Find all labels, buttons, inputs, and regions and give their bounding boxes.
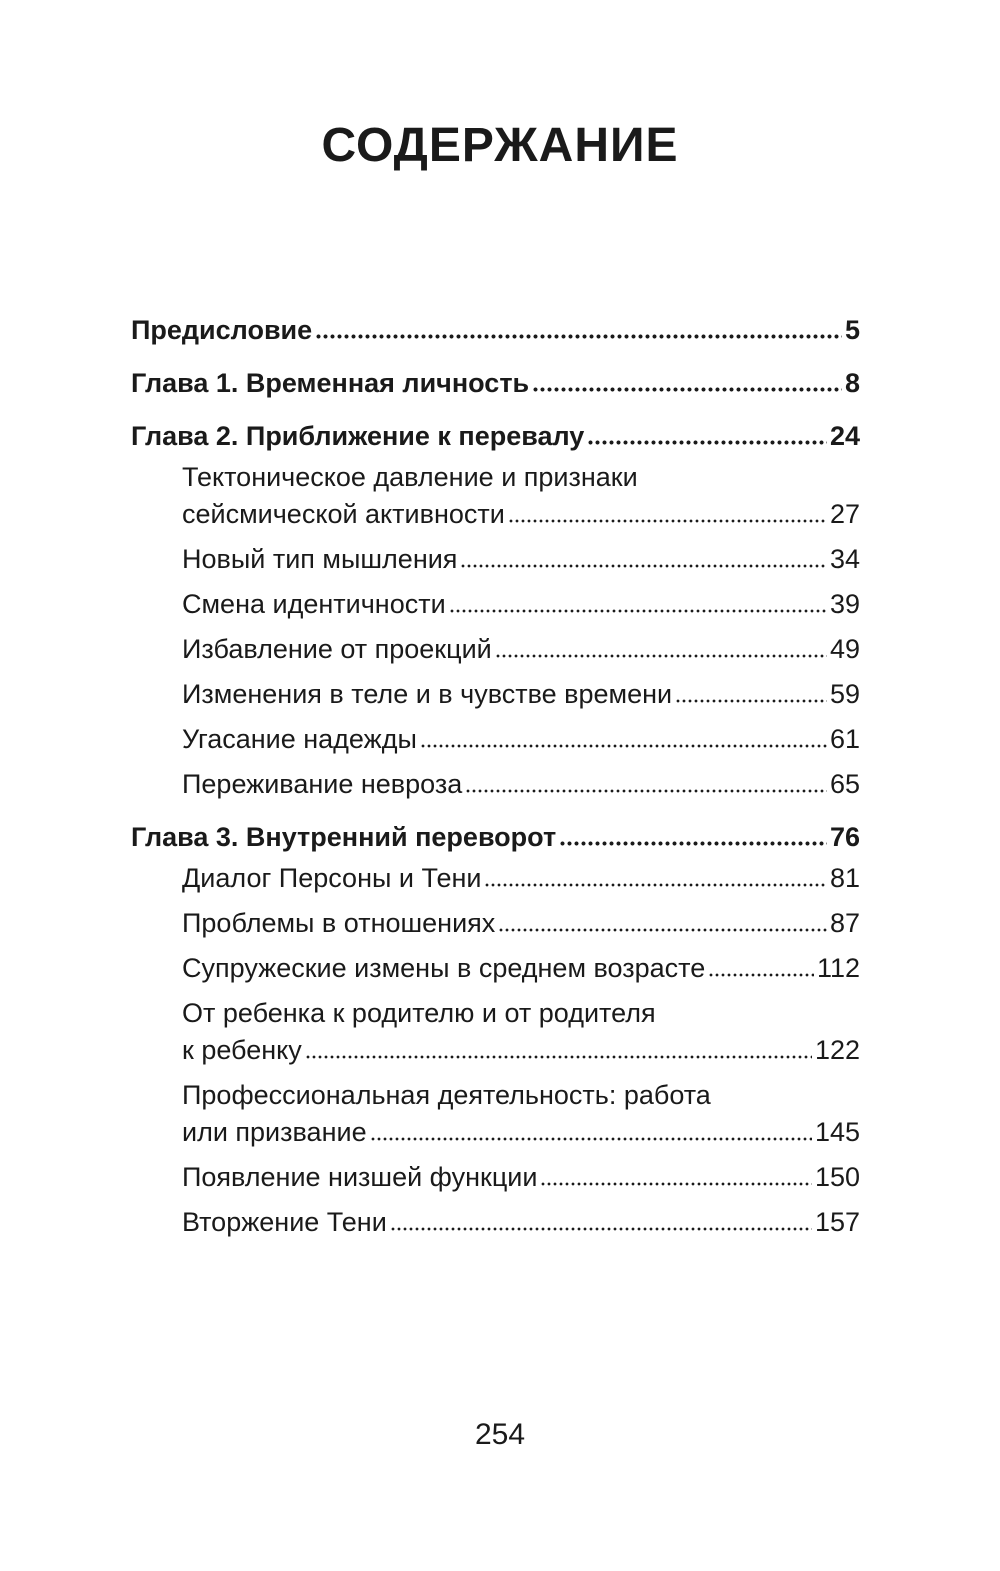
dot-leader — [484, 882, 827, 888]
toc-section-entry — [131, 766, 860, 803]
dot-leader — [540, 1181, 811, 1187]
toc-entry-row — [182, 1114, 860, 1151]
toc-section-entry — [131, 905, 860, 942]
toc-chapter-entry — [131, 819, 860, 856]
toc-section-entry — [131, 586, 860, 623]
toc-entry-row — [182, 676, 860, 713]
toc-entry-row — [182, 950, 860, 987]
dot-leader — [390, 1226, 812, 1232]
toc-entry-title-line: Тектоническое давление и признаки — [182, 462, 638, 492]
toc-entry-row — [182, 721, 860, 758]
toc-entry-row — [182, 1032, 860, 1069]
toc-entry-row — [131, 365, 860, 402]
toc-section-entry — [131, 1077, 860, 1151]
toc-entry-title: Глава 2. Приближение к перевалу — [131, 421, 585, 451]
dot-leader — [508, 518, 827, 524]
dot-leader — [708, 972, 814, 978]
toc-chapter-entry — [131, 365, 860, 402]
toc-entry-title: к ребенку — [182, 1035, 302, 1065]
page-number: 254 — [474, 1418, 526, 1451]
toc-entry-page-number: 8 — [844, 368, 860, 398]
toc-entry-title: Появление низшей функции — [182, 1162, 538, 1192]
toc-entry-page-number: 145 — [814, 1117, 860, 1147]
toc-entry-title: Переживание невроза — [182, 769, 463, 799]
toc-entry-page-number: 65 — [829, 769, 860, 799]
dot-leader — [495, 653, 827, 659]
toc-entry-page-number: 49 — [829, 634, 860, 664]
toc-section-entry — [131, 631, 860, 668]
toc-entry-row — [182, 1159, 860, 1196]
toc-section-entry — [131, 995, 860, 1069]
toc-entry-title: Проблемы в отношениях — [182, 908, 496, 938]
toc-entry-title: Избавление от проекций — [182, 634, 492, 664]
toc-entry-page-number: 76 — [829, 822, 860, 852]
toc-section-entry — [131, 721, 860, 758]
toc-entry-row — [182, 496, 860, 533]
toc-entry-row — [182, 860, 860, 897]
toc-entry-row — [182, 905, 860, 942]
toc-entry-title: Новый тип мышления — [182, 544, 458, 574]
toc-entry-row — [182, 541, 860, 578]
toc-entry-page-number: 122 — [814, 1035, 860, 1065]
toc-entry-row — [182, 1204, 860, 1241]
toc-entry-title-line: Профессиональная деятельность: работа — [182, 1080, 711, 1110]
toc-entry-title: или призвание — [182, 1117, 367, 1147]
toc-section-entry — [131, 676, 860, 713]
toc-chapter-entry — [131, 312, 860, 349]
dot-leader — [305, 1054, 812, 1060]
dot-leader — [449, 608, 827, 614]
toc-entry-title: Угасание надежды — [182, 724, 417, 754]
toc-entry-row — [131, 819, 860, 856]
toc-section-entry — [131, 950, 860, 987]
toc-entry-page-number: 150 — [814, 1162, 860, 1192]
toc-entry-title: Глава 1. Временная личность — [131, 368, 530, 398]
toc-entry-page-number: 59 — [829, 679, 860, 709]
toc-entry-page-number: 24 — [829, 421, 860, 451]
page-title: СОДЕРЖАНИЕ — [321, 119, 679, 172]
dot-leader — [420, 743, 827, 749]
toc-entry-title: Изменения в теле и в чувстве времени — [182, 679, 673, 709]
dot-leader — [370, 1136, 812, 1142]
dot-leader — [675, 698, 827, 704]
toc-entry-title-line: От ребенка к родителю и от родителя — [182, 998, 656, 1028]
toc-entry-row — [131, 418, 860, 455]
toc-entry-title: Смена идентичности — [182, 589, 446, 619]
toc-entry-page-number: 157 — [814, 1207, 860, 1237]
dot-leader — [559, 840, 827, 847]
toc-section-entry — [131, 541, 860, 578]
toc-section-entry — [131, 1204, 860, 1241]
toc-entry-page-number: 39 — [829, 589, 860, 619]
toc-section-entry — [131, 459, 860, 533]
toc-entry-row — [131, 312, 860, 349]
toc-entry-title: Глава 3. Внутренний переворот — [131, 822, 557, 852]
toc-entry-page-number: 34 — [829, 544, 860, 574]
toc-entry-page-number: 81 — [829, 863, 860, 893]
toc-entry-title: сейсмической активности — [182, 499, 505, 529]
toc-entry-title: Супружеские измены в среднем возрасте — [182, 953, 706, 983]
toc-entry-page-number: 61 — [829, 724, 860, 754]
toc-entry-page-number: 112 — [816, 953, 860, 983]
toc-entry-page-number: 87 — [829, 908, 860, 938]
dot-leader — [460, 563, 827, 569]
toc-section-entry — [131, 860, 860, 897]
dot-leader — [587, 439, 827, 446]
toc-section-entry — [131, 1159, 860, 1196]
dot-leader — [315, 333, 842, 340]
toc-chapter-entry — [131, 418, 860, 455]
dot-leader — [465, 788, 827, 794]
toc-entry-page-number: 27 — [829, 499, 860, 529]
toc-entry-row — [182, 766, 860, 803]
toc-entry-title: Предисловие — [131, 315, 313, 345]
toc-entry-row — [182, 631, 860, 668]
toc-entry-title: Диалог Персоны и Тени — [182, 863, 482, 893]
table-of-contents — [131, 312, 860, 1241]
dot-leader — [532, 386, 842, 393]
toc-entry-row — [182, 586, 860, 623]
toc-entry-title: Вторжение Тени — [182, 1207, 387, 1237]
toc-entry-page-number: 5 — [844, 315, 860, 345]
dot-leader — [498, 927, 827, 933]
